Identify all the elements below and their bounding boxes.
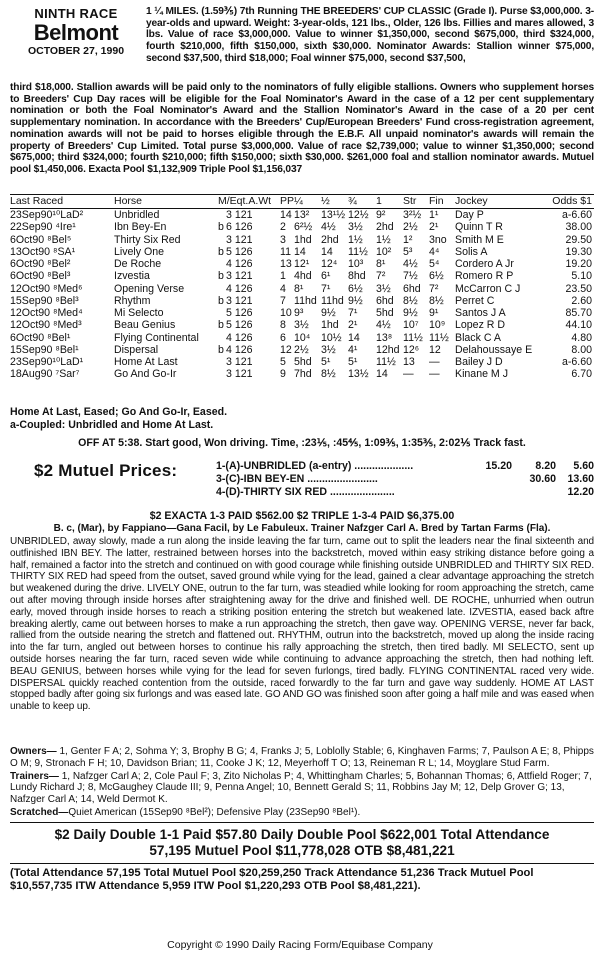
cell-post-position: 7 xyxy=(280,294,286,307)
cell-finish: 11½ xyxy=(429,331,449,344)
table-row xyxy=(10,368,594,380)
cell-jockey: Smith M E xyxy=(455,233,504,246)
cell-call-three-quarter: 9½ xyxy=(348,294,363,307)
cell-call-mile: 9² xyxy=(376,209,386,221)
winner-breeding: B. c, (Mar), by Fappiano—Gana Facil, by Le Fabuleux. Trainer Nafzger Carl A. Bred by Tartan Farms (Fla). xyxy=(53,523,551,534)
mutuel-win: 15.20 xyxy=(485,460,512,472)
mutuel-entry xyxy=(216,460,594,472)
col-stretch: Str xyxy=(403,195,417,207)
cell-last-raced: 22Sep90 ⁴Ire¹ xyxy=(10,221,76,234)
cell-call-quarter: 6²½ xyxy=(294,221,313,234)
copyright-notice: Copyright © 1990 Daily Racing Form/Equibase Company xyxy=(167,939,433,951)
cell-age-weight: 3 121 xyxy=(226,209,253,221)
cell-horse-name: Opening Verse xyxy=(114,282,185,295)
conditions-text: third $18,000. Stallion awards will be paid only to the nominators of fully eligible stallions. Owners who supplement horses to Breeders' Cup Day races will be eligible for the Foal Nominator's Award in the case of a 12 per cent supplementary nomination or both the Foal Nominator's Award and the Stallion Nominator's Award in the case of a 20 per cent supplementary nomination. In accordance with the Breeders' Cup/European Breeders' Fund cross-registration agreement, nomination awards will not be paid to horses eligible through the E.B.F. All unpaid nominator's awards will remain the property of Breeders' Cup Limited. xyxy=(10,82,594,152)
col-horse: Horse xyxy=(114,195,143,207)
mutuel-entry xyxy=(216,486,594,498)
cell-call-half: 9½ xyxy=(321,307,336,319)
cell-call-three-quarter: 3½ xyxy=(348,221,363,234)
cell-horse-name: Flying Continental xyxy=(114,331,199,344)
cell-call-three-quarter: 2¹ xyxy=(348,319,358,332)
cell-call-quarter: 4hd xyxy=(294,270,312,283)
cell-post-position: 14 xyxy=(280,209,292,221)
cell-odds: 44.10 xyxy=(565,319,592,332)
cell-finish: 3no xyxy=(429,233,447,246)
cell-finish: 6½ xyxy=(429,270,444,283)
cell-age-weight: 3 121 xyxy=(226,368,253,381)
cell-finish: 7² xyxy=(429,282,439,295)
cell-call-half: 8½ xyxy=(321,368,336,381)
cell-jockey: Solis A xyxy=(455,245,488,258)
purse-line: Total purse $3,000,000. Value of race $2,739,000; value to winner $1,350,000; second $675,000; third $324,000; fourth $210,000; fifth $150,000; sixth $30,000. $261,000 foal and stallion nominator awards. Mutuel pool $1,450,006. Exacta Pool $1,132,909 Triple Pool $1,156,037 xyxy=(10,140,594,175)
cell-post-position: 11 xyxy=(280,245,291,258)
cell-call-half: 13¹½ xyxy=(321,209,346,221)
cell-last-raced: 15Sep90 ⁸Bel¹ xyxy=(10,343,79,356)
daily-double-box xyxy=(10,822,594,864)
daily-double-line-2: 57,195 Mutuel Pool $11,778,028 OTB $8,481,221 xyxy=(149,843,455,858)
cell-post-position: 1 xyxy=(280,270,286,283)
table-row xyxy=(10,295,594,307)
cell-call-stretch: 3²½ xyxy=(403,209,422,221)
scratched-label: Scratched— xyxy=(10,806,69,818)
cell-horse-name: Go And Go-Ir xyxy=(114,368,177,381)
race-number: NINTH RACE xyxy=(34,6,118,21)
cell-finish: 12 xyxy=(429,343,441,356)
cell-call-three-quarter: 7¹ xyxy=(348,307,358,319)
cell-call-mile: 11½ xyxy=(376,356,396,368)
cell-last-raced: 6Oct90 ⁸Bel⁵ xyxy=(10,233,72,246)
cell-call-stretch: 10⁷ xyxy=(403,319,419,332)
cell-odds: 19.30 xyxy=(565,245,592,258)
cell-odds: 85.70 xyxy=(565,307,592,319)
cell-finish: 9¹ xyxy=(429,307,439,319)
cell-jockey: Quinn T R xyxy=(455,221,503,234)
cell-age-weight: 4 126 xyxy=(226,331,253,344)
cell-post-position: 5 xyxy=(280,356,286,368)
trainers-label: Trainers— xyxy=(10,770,59,782)
cell-horse-name: Mi Selecto xyxy=(114,307,164,319)
cell-horse-name: Lively One xyxy=(114,245,165,258)
cell-call-half: 4½ xyxy=(321,221,336,234)
cell-call-three-quarter: 5¹ xyxy=(348,356,358,368)
cell-finish: 2¹ xyxy=(429,221,439,234)
cell-call-half: 12⁴ xyxy=(321,258,338,270)
cell-last-raced: 23Sep90¹⁰LaD² xyxy=(10,209,84,221)
cell-last-raced: 12Oct90 ⁸Med⁴ xyxy=(10,307,83,319)
race-conditions-continued xyxy=(10,82,594,176)
cell-finish: 4⁴ xyxy=(429,245,440,258)
cell-call-mile: 7² xyxy=(376,270,386,283)
cell-last-raced: 6Oct90 ⁸Bel³ xyxy=(10,270,71,283)
owners-line xyxy=(10,746,594,770)
cell-jockey: Cordero A Jr xyxy=(455,258,514,270)
cell-odds: 19.20 xyxy=(565,258,592,270)
cell-call-stretch: — xyxy=(403,368,414,381)
mutuel-horse: 3-(C)-IBN BEY-EN ........................ xyxy=(216,473,378,485)
cell-call-stretch: 11½ xyxy=(403,331,423,344)
cell-age-weight: 4 126 xyxy=(226,258,253,270)
col-mile: 1 xyxy=(376,195,382,207)
cell-call-half: 7¹ xyxy=(321,282,331,295)
cell-call-quarter: 7hd xyxy=(294,368,312,381)
cell-call-stretch: 1² xyxy=(403,233,413,246)
cell-call-quarter: 1hd xyxy=(294,233,312,246)
mutuel-entry xyxy=(216,473,594,485)
cell-call-quarter: 14 xyxy=(294,245,306,258)
cell-last-raced: 12Oct90 ⁸Med⁶ xyxy=(10,282,83,295)
cell-odds: 29.50 xyxy=(565,233,592,246)
cell-call-mile: 13⁸ xyxy=(376,331,393,344)
cell-odds: a-6.60 xyxy=(561,356,592,368)
table-row xyxy=(10,344,594,356)
cell-age-weight: 6 126 xyxy=(226,221,253,234)
cell-call-quarter: 13² xyxy=(294,209,310,221)
cell-last-raced: 6Oct90 ⁸Bel² xyxy=(10,258,71,270)
cell-jockey: Bailey J D xyxy=(455,356,503,368)
cell-finish: — xyxy=(429,356,440,368)
cell-odds: 5.10 xyxy=(571,270,592,283)
table-row xyxy=(10,332,594,344)
cell-call-stretch: 7½ xyxy=(403,270,418,283)
cell-call-half: 10½ xyxy=(321,331,342,344)
cell-age-weight: 5 126 xyxy=(226,307,253,319)
cell-medication: b xyxy=(218,319,224,332)
cell-odds: 6.70 xyxy=(571,368,592,381)
cell-last-raced: 23Sep90¹⁰LaD¹ xyxy=(10,356,84,368)
cell-horse-name: Beau Genius xyxy=(114,319,176,332)
mutuel-show: 12.20 xyxy=(567,486,594,498)
mutuel-show: 5.60 xyxy=(573,460,594,472)
col-finish: Fin xyxy=(429,195,444,207)
cell-last-raced: 18Aug90 ⁷Sar⁷ xyxy=(10,368,80,381)
table-header xyxy=(10,194,594,209)
cell-last-raced: 13Oct90 ⁸SA¹ xyxy=(10,245,76,258)
cell-odds: 2.60 xyxy=(571,294,592,307)
cell-jockey: Lopez R D xyxy=(455,319,506,332)
cell-call-quarter: 11hd xyxy=(294,294,317,307)
cell-call-stretch: 12⁶ xyxy=(403,343,420,356)
cell-odds: 4.80 xyxy=(571,331,592,344)
mutuel-prices xyxy=(10,455,594,511)
table-row xyxy=(10,270,594,282)
cell-call-three-quarter: 4¹ xyxy=(348,343,358,356)
cell-jockey: Romero R P xyxy=(455,270,514,283)
cell-odds: 38.00 xyxy=(565,221,592,234)
cell-jockey: McCarron C J xyxy=(455,282,521,295)
table-row xyxy=(10,356,594,368)
off-time-line: OFF AT 5:38. Start good, Won driving. Time, :23⅕, :45⅘, 1:09⅗, 1:35⅗, 2:02⅕ Track fast. xyxy=(78,437,526,449)
cell-age-weight: 3 121 xyxy=(226,233,253,246)
mutuel-horse: 1-(A)-UNBRIDLED (a-entry) .................... xyxy=(216,460,414,472)
cell-call-three-quarter: 10³ xyxy=(348,258,364,270)
owners-label: Owners— xyxy=(10,746,57,757)
cell-last-raced: 12Oct90 ⁸Med³ xyxy=(10,319,82,332)
eased-note: Home At Last, Eased; Go And Go-Ir, Eased. xyxy=(10,406,228,418)
cell-call-stretch: 6hd xyxy=(403,282,421,295)
cell-post-position: 13 xyxy=(280,258,292,270)
results-table xyxy=(10,194,594,381)
cell-call-half: 11hd xyxy=(321,294,344,307)
table-row xyxy=(10,209,594,221)
cell-call-stretch: 9½ xyxy=(403,307,418,319)
cell-jockey: Delahoussaye E xyxy=(455,343,533,356)
cell-call-stretch: 5³ xyxy=(403,245,413,258)
cell-post-position: 2 xyxy=(280,221,286,234)
cell-age-weight: 5 126 xyxy=(226,245,253,258)
cell-call-half: 5¹ xyxy=(321,356,331,368)
cell-call-half: 3½ xyxy=(321,343,336,356)
cell-call-three-quarter: 14 xyxy=(348,331,360,344)
cell-call-half: 1hd xyxy=(321,319,339,332)
cell-call-quarter: 5hd xyxy=(294,356,312,368)
track-name: Belmont xyxy=(33,20,119,45)
cell-call-mile: 12hd xyxy=(376,343,400,356)
cell-call-quarter: 3½ xyxy=(294,319,309,332)
race-id-block xyxy=(10,6,142,57)
cell-odds: a-6.60 xyxy=(561,209,592,221)
cell-call-half: 14 xyxy=(321,245,333,258)
cell-call-stretch: 4½ xyxy=(403,258,418,270)
cell-jockey: Day P xyxy=(455,209,484,221)
cell-medication: b xyxy=(218,245,224,258)
cell-post-position: 8 xyxy=(280,319,286,332)
cell-call-three-quarter: 11½ xyxy=(348,245,368,258)
table-row xyxy=(10,221,594,233)
mutuel-horse: 4-(D)-THIRTY SIX RED ...................... xyxy=(216,486,395,498)
race-date: OCTOBER 27, 1990 xyxy=(27,45,125,57)
owners-text: 1, Genter F A; 2, Sohma Y; 3, Brophy B G; 4, Franks J; 5, Loblolly Stable; 6, Kinghaven Farms; 7, Paulson A E; 8, Phipps O M; 9, Stronach F H; 10, Davidson Brian; 11, Cooke J K; 12, Meyerhoff T O; 13, Reineman R L; 14, Moyglare Stud Farm. xyxy=(10,746,594,769)
mutuel-label: $2 Mutuel Prices: xyxy=(34,461,178,480)
col-three-quarter: ¾ xyxy=(348,195,357,207)
cell-call-stretch: 8½ xyxy=(403,294,418,307)
cell-call-mile: 1½ xyxy=(376,233,391,246)
cell-age-weight: 3 121 xyxy=(226,356,253,368)
cell-medication: b xyxy=(218,221,224,234)
scratched-text: Quiet American (15Sep90 ⁸Bel²); Defensive Play (23Sep90 ⁸Bel¹). xyxy=(68,806,361,818)
cell-horse-name: De Roche xyxy=(114,258,162,270)
chart-comments: UNBRIDLED, away slowly, made a run along the inside leaving the far turn, came out to split the leaders near the final sixteenth and outfinished IBN BEY. The latter, restrained between horses into the backstretch, moved within easy striking distance before going a half, remained a factor into the stretch and continued on with good courage while finishing outside UNBRIDLED and THIRTY SIX RED. THIRTY SIX RED had speed from the outset, saved ground while vying for the lead, gained a clear advantage approaching the stretch but weakened during the drive. LIVELY ONE, outrun to the far turn, was steadied while looking for room approaching the stretch, came out after moving through inside horses after straightening away for the drive and finished well. DE ROCHE, unhurried when outrun early, moved through inside horses to reach a striking position entering the stretch but weakened late. IZVESTIA, eased back aftre breaking alertly, came out between horses to make a run approaching the stretch, then gave way. OPENING VERSE, never far back, rallied from the outside nearing the stretch and flattened out. RHYTHM, outrun into the backstretch, moved up along the inside racing into the far turn, angled out between horses to continue his rally approaching the stretch, then tired badly. MI SELECTO, sent up outside horses nearing the far turn, raced seven wide while continuing to advance approaching the stretch, then had nothing left. BEAU GENIUS, between horses while vying for the lead for seven furlongs, tired badly. FLYING CONTINENTAL raced very wide. DISPERSAL quickly reached contention from the outside, raced forwardly to the far turn and gave way suddenly. HOME AT LAST stopped badly after going six furlongs and was eased late. GO AND GO was finished soon after going a half mile and was eased when unable to keep up. xyxy=(10,536,594,713)
cell-medication: b xyxy=(218,343,224,356)
mutuel-place: 8.20 xyxy=(535,460,556,472)
cell-age-weight: 4 126 xyxy=(226,343,253,356)
scratched-line xyxy=(10,807,594,819)
cell-call-half: 2hd xyxy=(321,233,339,246)
cell-call-quarter: 8¹ xyxy=(294,282,304,295)
cell-call-quarter: 2½ xyxy=(294,343,309,356)
coupled-note: a-Coupled: Unbridled and Home At Last. xyxy=(10,419,214,431)
cell-post-position: 12 xyxy=(280,343,292,356)
table-row xyxy=(10,283,594,295)
table-row xyxy=(10,234,594,246)
col-pp: PP xyxy=(280,195,295,207)
cell-call-half: 6¹ xyxy=(321,270,331,283)
cell-call-mile: 5hd xyxy=(376,307,394,319)
cell-call-three-quarter: 6½ xyxy=(348,282,363,295)
cell-age-weight: 3 121 xyxy=(226,270,253,283)
cell-jockey: Kinane M J xyxy=(455,368,508,381)
cell-call-three-quarter: 8hd xyxy=(348,270,366,283)
cell-age-weight: 4 126 xyxy=(226,282,253,295)
race-notes xyxy=(10,406,594,432)
cell-horse-name: Home At Last xyxy=(114,356,178,368)
table-row xyxy=(10,246,594,258)
cell-call-mile: 8¹ xyxy=(376,258,386,270)
mutuel-show: 13.60 xyxy=(567,473,594,485)
cell-finish: — xyxy=(429,368,440,381)
cell-call-stretch: 2½ xyxy=(403,221,418,234)
table-row xyxy=(10,319,594,331)
daily-double-line-1: $2 Daily Double 1-1 Paid $57.80 Daily Double Pool $622,001 Total Attendance xyxy=(54,827,550,842)
cell-call-mile: 14 xyxy=(376,368,388,381)
cell-call-three-quarter: 12½ xyxy=(348,209,369,221)
cell-jockey: Perret C xyxy=(455,294,495,307)
mutuel-place: 30.60 xyxy=(529,473,556,485)
exotic-payoffs: $2 EXACTA 1-3 PAID $562.00 $2 TRIPLE 1-3-4 PAID $6,375.00 xyxy=(149,510,455,522)
table-row xyxy=(10,258,594,270)
col-jockey: Jockey xyxy=(455,195,488,207)
cell-call-mile: 10² xyxy=(376,245,392,258)
cell-call-three-quarter: 1½ xyxy=(348,233,363,246)
cell-finish: 8½ xyxy=(429,294,444,307)
cell-call-stretch: 13 xyxy=(403,356,415,368)
trainers-line xyxy=(10,771,594,806)
attendance-totals: (Total Attendance 57,195 Total Mutuel Pool $20,259,250 Track Attendance 51,236 Track Mutuel Pool $10,557,735 ITW Attendance 5,959 ITW Pool $1,220,293 OTB Pool $8,481,221). xyxy=(10,867,534,892)
table-row xyxy=(10,307,594,319)
table-body xyxy=(10,209,594,381)
cell-age-weight: 3 121 xyxy=(226,294,253,307)
cell-call-mile: 4½ xyxy=(376,319,391,332)
cell-call-quarter: 9³ xyxy=(294,307,304,319)
col-last-raced: Last Raced xyxy=(10,195,64,207)
cell-jockey: Santos J A xyxy=(455,307,506,319)
cell-post-position: 3 xyxy=(280,233,286,246)
cell-call-mile: 3½ xyxy=(376,282,391,295)
cell-finish: 1¹ xyxy=(429,209,439,221)
cell-age-weight: 5 126 xyxy=(226,319,253,332)
cell-medication: b xyxy=(218,270,224,283)
cell-odds: 23.50 xyxy=(565,282,592,295)
cell-horse-name: Izvestia xyxy=(114,270,150,283)
cell-call-mile: 2hd xyxy=(376,221,394,234)
cell-last-raced: 6Oct90 ⁸Bel¹ xyxy=(10,331,71,344)
col-odds: Odds $1 xyxy=(552,195,592,207)
cell-finish: 5⁴ xyxy=(429,258,440,270)
cell-horse-name: Unbridled xyxy=(114,209,160,221)
cell-call-quarter: 12¹ xyxy=(294,258,310,270)
cell-finish: 10⁹ xyxy=(429,319,446,332)
connections xyxy=(10,746,594,820)
cell-post-position: 9 xyxy=(280,368,286,381)
cell-post-position: 6 xyxy=(280,331,286,344)
col-quarter: ¼ xyxy=(294,195,303,207)
cell-call-three-quarter: 13½ xyxy=(348,368,369,381)
col-meqawt: M/Eqt.A.Wt xyxy=(218,195,272,207)
col-half: ½ xyxy=(321,195,330,207)
race-conditions: 1 ¼ MILES. (1.59⅗) 7th Running THE BREEDERS' CUP CLASSIC (Grade I). Purse $3,000,000. 3-year-olds and upward. Weight: 3-year-olds, 121 lbs., Older, 126 lbs. Fillies and mares allowed, 3 lbs. Value of race $3,000,000. Value to winner $1,350,000, second $675,000, third $324,000, fourth $210,000, fifth $150,000, sixth $30,000. Nominator Awards: Stallion winner $75,000, second $37,500, third $18,000; Foal winner $75,000, second $37,500, xyxy=(146,6,594,64)
cell-odds: 8.00 xyxy=(571,343,592,356)
cell-horse-name: Dispersal xyxy=(114,343,159,356)
cell-jockey: Black C A xyxy=(455,331,501,344)
cell-horse-name: Thirty Six Red xyxy=(114,233,181,246)
cell-call-quarter: 10⁴ xyxy=(294,331,311,344)
cell-horse-name: Ibn Bey-En xyxy=(114,221,167,234)
cell-post-position: 10 xyxy=(280,307,292,319)
cell-call-mile: 6hd xyxy=(376,294,394,307)
trainers-text: 1, Nafzger Carl A; 2, Cole Paul F; 3, Zito Nicholas P; 4, Whittingham Charles; 5, Bohannan Thomas; 6, Attfield Roger; 7, Lundy Richard J; 8, McGaughey Claude III; 9, Penna Angel; 10, Bennett Gerald S; 11, Robbins Jay M; 12, Delp Grover G; 13, Nafzger Carl A; 14, Weld Dermot K. xyxy=(10,770,592,806)
cell-horse-name: Rhythm xyxy=(114,294,151,307)
cell-last-raced: 15Sep90 ⁸Bel³ xyxy=(10,294,79,307)
cell-post-position: 4 xyxy=(280,282,286,295)
cell-medication: b xyxy=(218,294,224,307)
